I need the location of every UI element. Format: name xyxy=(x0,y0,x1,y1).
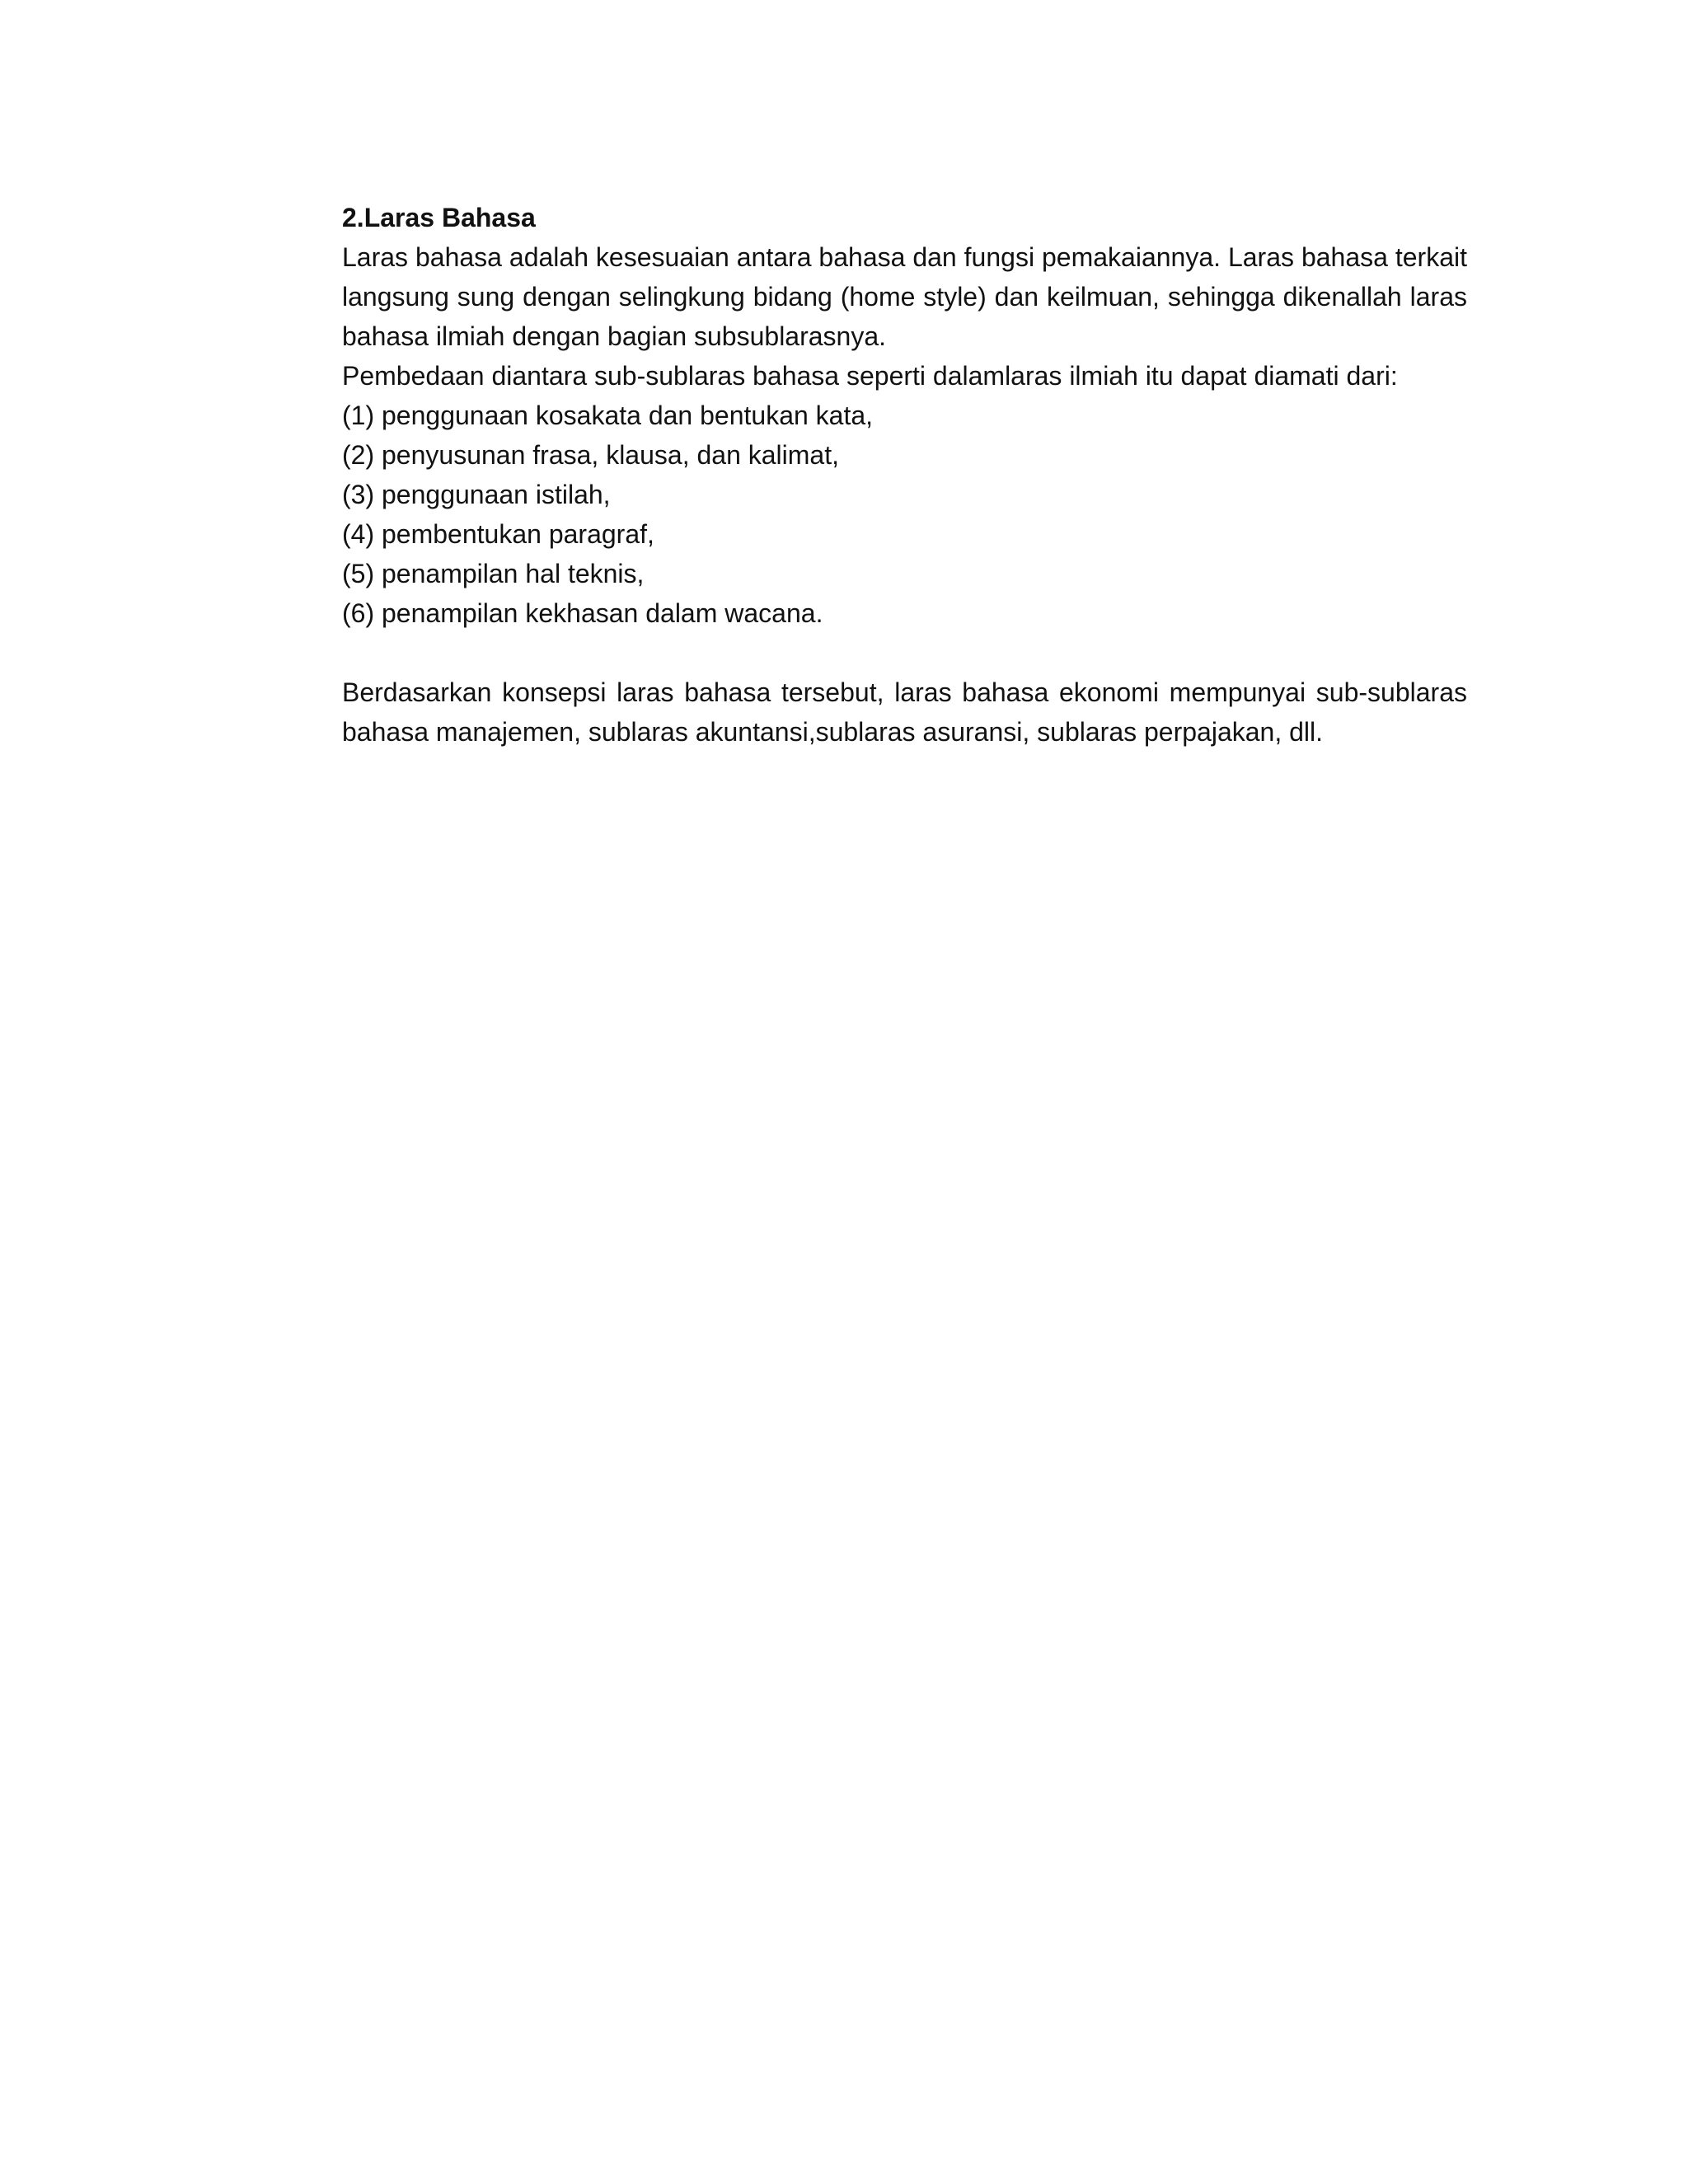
document-body xyxy=(342,198,1467,752)
paragraph-economy-register: Berdasarkan konsepsi laras bahasa tersebut, laras bahasa ekonomi mempunyai sub-sublaras bahasa manajemen, sublaras akuntansi,sublaras asuransi, sublaras perpajakan, dll. xyxy=(342,677,1467,747)
section-heading: 2.Laras Bahasa xyxy=(342,203,536,232)
list-item: (1) penggunaan kosakata dan bentukan kata, xyxy=(342,401,874,430)
differences-list xyxy=(342,396,1467,633)
paragraph-definition: Laras bahasa adalah kesesuaian antara bahasa dan fungsi pemakaiannya. Laras bahasa terkait langsung sung dengan selingkung bidang (home style) dan keilmuan, sehingga dikenallah laras bahasa ilmiah dengan bagian subsublarasnya. xyxy=(342,242,1467,351)
paragraph-differences-intro: Pembedaan diantara sub-sublaras bahasa seperti dalamlaras ilmiah itu dapat diamati dari: xyxy=(342,361,1398,391)
list-item: (2) penyusunan frasa, klausa, dan kalimat, xyxy=(342,440,839,470)
list-item: (6) penampilan kekhasan dalam wacana. xyxy=(342,598,823,628)
blank-line xyxy=(342,633,1467,673)
list-item: (3) penggunaan istilah, xyxy=(342,480,611,509)
list-item: (5) penampilan hal teknis, xyxy=(342,559,645,588)
list-item: (4) pembentukan paragraf, xyxy=(342,519,654,549)
